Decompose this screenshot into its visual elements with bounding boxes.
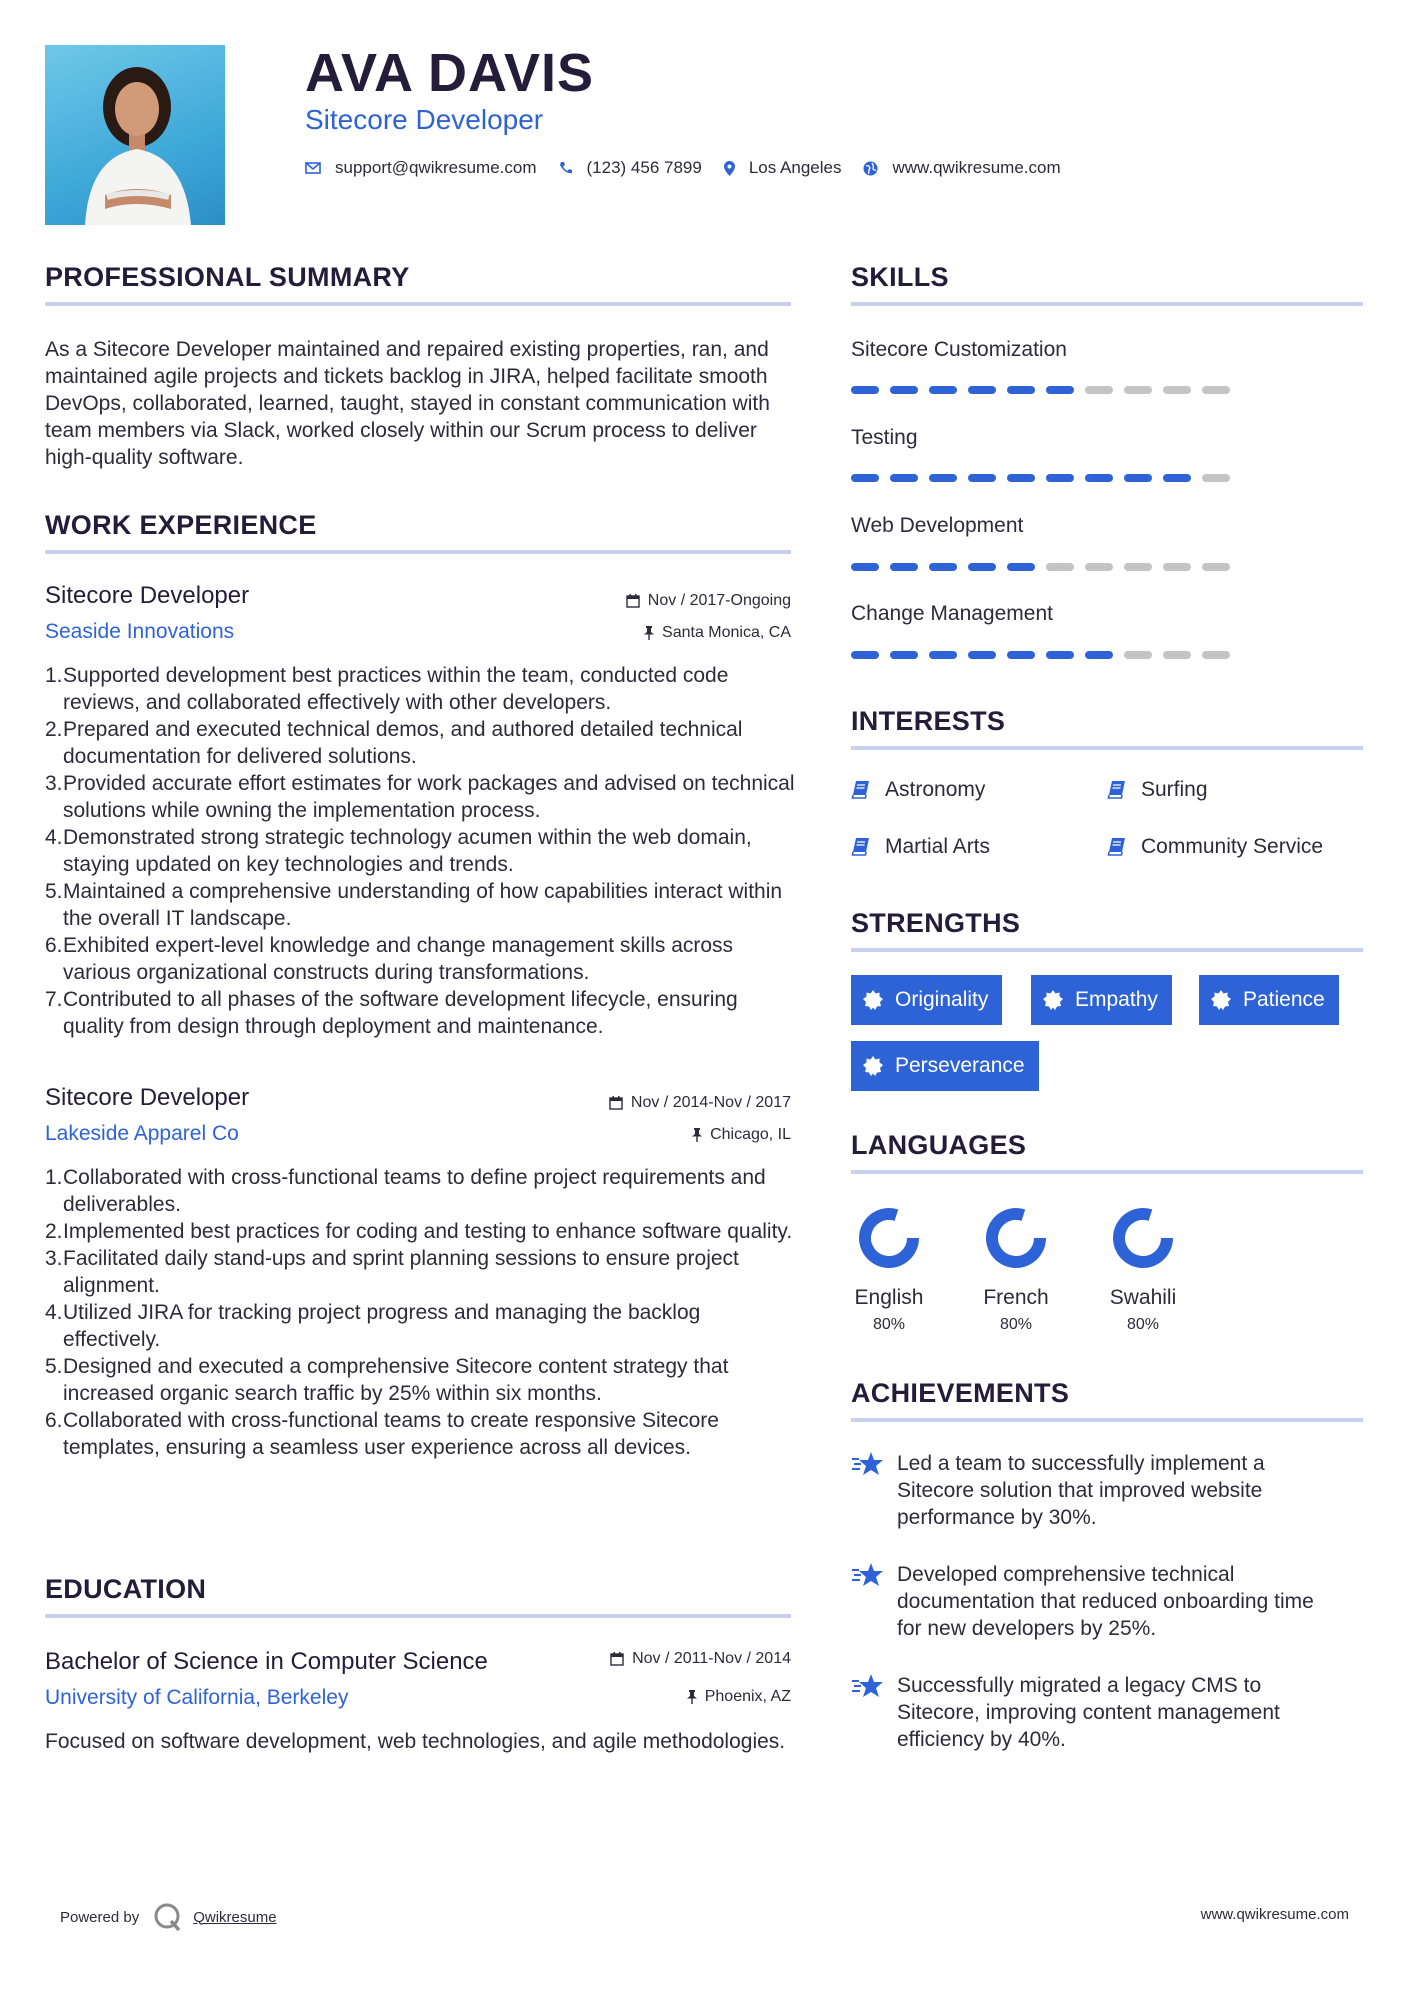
language-progress-ring bbox=[1112, 1207, 1174, 1269]
language-item bbox=[839, 1207, 939, 1334]
skill-dot-filled bbox=[851, 474, 879, 482]
skill-dot-filled bbox=[890, 474, 918, 482]
skill-name: Sitecore Customization bbox=[851, 338, 1067, 361]
skill-name: Testing bbox=[851, 426, 918, 449]
list-item: 5. Maintained a comprehensive understanding of how capabilities interact within the overall IT landscape. bbox=[45, 880, 783, 930]
badge-seal-icon bbox=[863, 990, 883, 1010]
strength-badge: Perseverance bbox=[851, 1041, 1039, 1091]
book-icon bbox=[1107, 780, 1127, 800]
education-description: Focused on software development, web technologies, and agile methodologies. bbox=[45, 1730, 786, 1753]
skill-dot-empty bbox=[1124, 386, 1152, 394]
pushpin-icon bbox=[644, 626, 654, 640]
language-percent: 80% bbox=[999, 1316, 1033, 1333]
footer-powered-by bbox=[60, 1900, 277, 1934]
interests-heading: INTERESTS bbox=[851, 706, 1006, 736]
skill-rating bbox=[851, 651, 1241, 659]
list-item: 3. Facilitated daily stand-ups and sprint planning sessions to ensure project alignment. bbox=[45, 1247, 739, 1297]
language-progress-ring bbox=[858, 1207, 920, 1269]
list-item: 7. Contributed to all phases of the software development lifecycle, ensuring quality from design through deployment and maintenance. bbox=[45, 988, 738, 1038]
achievement-item: Led a team to successfully implement a Sitecore solution that improved website performance by 30%. bbox=[851, 1450, 1337, 1531]
skill-dot-empty bbox=[1085, 386, 1113, 394]
email-text: support@qwikresume.com bbox=[335, 158, 537, 177]
skill-dot-empty bbox=[1202, 474, 1230, 482]
language-percent: 80% bbox=[1126, 1316, 1160, 1333]
job-date bbox=[626, 592, 791, 610]
contact-email[interactable] bbox=[305, 158, 537, 178]
skill-dot-filled bbox=[1046, 651, 1074, 659]
website-text: www.qwikresume.com bbox=[892, 158, 1061, 177]
achievements-divider bbox=[851, 1418, 1363, 1422]
skill-dot-filled bbox=[968, 563, 996, 571]
strength-badge: Patience bbox=[1199, 975, 1339, 1025]
list-item: 4. Utilized JIRA for tracking project progress and managing the backlog effectively. bbox=[45, 1301, 701, 1351]
list-item: 1. Collaborated with cross-functional teams to define project requirements and deliverables. bbox=[45, 1166, 766, 1216]
skill-dot-filled bbox=[890, 563, 918, 571]
skill-dot-filled bbox=[890, 651, 918, 659]
calendar-icon bbox=[610, 1652, 624, 1666]
list-item: 2. Implemented best practices for coding and testing to enhance software quality. bbox=[45, 1220, 793, 1243]
skill-dot-filled bbox=[929, 474, 957, 482]
badge-seal-icon bbox=[1043, 990, 1063, 1010]
skill-dot-filled bbox=[968, 651, 996, 659]
languages-heading: LANGUAGES bbox=[851, 1130, 1027, 1160]
contact-location bbox=[724, 158, 842, 178]
skill-name: Change Management bbox=[851, 602, 1053, 625]
skill-dot-empty bbox=[1163, 563, 1191, 571]
skill-dot-empty bbox=[1202, 651, 1230, 659]
job-company: Lakeside Apparel Co bbox=[45, 1122, 239, 1145]
skill-dot-filled bbox=[1124, 474, 1152, 482]
interest-item: Martial Arts bbox=[851, 835, 990, 859]
job-location bbox=[692, 1126, 791, 1144]
education-location-text: Phoenix, AZ bbox=[704, 1688, 791, 1705]
interest-item: Community Service bbox=[1107, 835, 1323, 859]
phone-text: (123) 456 7899 bbox=[586, 158, 702, 177]
skill-dot-filled bbox=[929, 651, 957, 659]
education-heading: EDUCATION bbox=[45, 1574, 207, 1604]
summary-heading: PROFESSIONAL SUMMARY bbox=[45, 262, 410, 292]
globe-icon bbox=[863, 161, 878, 176]
job-date-text: Nov / 2014-Nov / 2017 bbox=[630, 1094, 791, 1111]
skill-rating bbox=[851, 474, 1241, 482]
strengths-heading: STRENGTHS bbox=[851, 908, 1021, 938]
skill-dot-empty bbox=[1124, 651, 1152, 659]
brand-link[interactable]: Qwikresume bbox=[193, 1908, 277, 1926]
candidate-role: Sitecore Developer bbox=[305, 104, 544, 135]
job-location-text: Santa Monica, CA bbox=[662, 624, 791, 641]
education-location bbox=[687, 1688, 791, 1706]
education-divider bbox=[45, 1614, 791, 1618]
education-date-text: Nov / 2011-Nov / 2014 bbox=[632, 1650, 791, 1667]
skill-dot-empty bbox=[1163, 386, 1191, 394]
achievement-item: Developed comprehensive technical documentation that reduced onboarding time for new developers by 25%. bbox=[851, 1561, 1337, 1642]
skill-dot-filled bbox=[851, 386, 879, 394]
summary-divider bbox=[45, 302, 791, 306]
skill-dot-filled bbox=[929, 386, 957, 394]
list-item: 3. Provided accurate effort estimates for work packages and advised on technical solutions while owning the implementation process. bbox=[45, 772, 795, 822]
footer-website[interactable]: www.qwikresume.com bbox=[1200, 1906, 1349, 1923]
job-bullets bbox=[45, 662, 795, 1040]
skill-dot-filled bbox=[968, 386, 996, 394]
shooting-star-icon bbox=[851, 1561, 885, 1589]
language-item bbox=[966, 1207, 1066, 1334]
language-item bbox=[1093, 1207, 1193, 1334]
skill-dot-filled bbox=[1163, 474, 1191, 482]
interest-item: Surfing bbox=[1107, 778, 1208, 802]
experience-heading: WORK EXPERIENCE bbox=[45, 510, 317, 540]
experience-divider bbox=[45, 550, 791, 554]
qwikresume-logo-icon bbox=[151, 1900, 185, 1934]
list-item: 1. Supported development best practices within the team, conducted code reviews, and collaborated effectively with other developers. bbox=[45, 664, 729, 714]
skill-dot-empty bbox=[1085, 563, 1113, 571]
interest-item: Astronomy bbox=[851, 778, 985, 802]
skill-dot-filled bbox=[1007, 386, 1035, 394]
skill-dot-empty bbox=[1163, 651, 1191, 659]
list-item: 2. Prepared and executed technical demos, and authored detailed technical documentation for delivered solutions. bbox=[45, 718, 743, 768]
interests-divider bbox=[851, 746, 1363, 750]
job-location bbox=[644, 624, 791, 642]
skill-rating bbox=[851, 563, 1241, 571]
skill-dot-filled bbox=[1046, 474, 1074, 482]
candidate-name: AVA DAVIS bbox=[305, 43, 595, 103]
list-item: 4. Demonstrated strong strategic technology acumen within the web domain, staying updated on key technologies and trends. bbox=[45, 826, 752, 876]
calendar-icon bbox=[609, 1096, 623, 1110]
pushpin-icon bbox=[692, 1128, 702, 1142]
language-progress-ring bbox=[985, 1207, 1047, 1269]
phone-icon bbox=[559, 161, 573, 175]
list-item: 5. Designed and executed a comprehensive Sitecore content strategy that increased organic search traffic by 25% within six months. bbox=[45, 1355, 729, 1405]
language-percent: 80% bbox=[872, 1316, 906, 1333]
shooting-star-icon bbox=[851, 1450, 885, 1478]
skills-heading: SKILLS bbox=[851, 262, 949, 292]
achievement-item: Successfully migrated a legacy CMS to Sitecore, improving content management efficiency by 40%. bbox=[851, 1672, 1337, 1753]
calendar-icon bbox=[626, 594, 640, 608]
skill-dot-filled bbox=[851, 651, 879, 659]
skill-dot-filled bbox=[890, 386, 918, 394]
degree-title: Bachelor of Science in Computer Science bbox=[45, 1648, 488, 1675]
skill-dot-filled bbox=[1007, 474, 1035, 482]
shooting-star-icon bbox=[851, 1672, 885, 1700]
skill-dot-filled bbox=[1046, 386, 1074, 394]
list-item: 6. Exhibited expert-level knowledge and change management skills across various organizational constructs during transformations. bbox=[45, 934, 734, 984]
badge-seal-icon bbox=[863, 1056, 883, 1076]
map-pin-icon bbox=[724, 161, 735, 176]
school-name: University of California, Berkeley bbox=[45, 1686, 349, 1709]
badge-seal-icon bbox=[1211, 990, 1231, 1010]
contact-phone[interactable] bbox=[559, 158, 702, 178]
powered-by-text: Powered by bbox=[60, 1908, 140, 1926]
skill-dot-filled bbox=[1085, 651, 1113, 659]
job-title: Sitecore Developer bbox=[45, 582, 250, 609]
job-company: Seaside Innovations bbox=[45, 620, 235, 643]
skill-dot-empty bbox=[1202, 563, 1230, 571]
achievements-heading: ACHIEVEMENTS bbox=[851, 1378, 1070, 1408]
languages-divider bbox=[851, 1170, 1363, 1174]
job-date-text: Nov / 2017-Ongoing bbox=[647, 592, 791, 609]
skill-dot-filled bbox=[968, 474, 996, 482]
envelope-icon bbox=[305, 162, 321, 174]
book-icon bbox=[1107, 837, 1127, 857]
job-date bbox=[609, 1094, 791, 1112]
book-icon bbox=[851, 837, 871, 857]
skill-dot-filled bbox=[1007, 563, 1035, 571]
education-date bbox=[610, 1650, 791, 1668]
language-name: English bbox=[854, 1286, 924, 1309]
skills-divider bbox=[851, 302, 1363, 306]
language-name: Swahili bbox=[1109, 1286, 1177, 1309]
summary-text: As a Sitecore Developer maintained and repaired existing properties, ran, and maintained agile projects and tickets backlog in JIRA, helped facilitate smooth DevOps, collaborated, learned, taught, stayed in constant communication with team members via Slack, worked closely within our Scrum process to deliver high-quality software. bbox=[45, 338, 770, 469]
pushpin-icon bbox=[687, 1690, 697, 1704]
skill-name: Web Development bbox=[851, 514, 1024, 537]
skill-dot-empty bbox=[1046, 563, 1074, 571]
strength-badge: Empathy bbox=[1031, 975, 1172, 1025]
contact-bar bbox=[305, 158, 1083, 178]
strength-badge: Originality bbox=[851, 975, 1002, 1025]
skill-rating bbox=[851, 386, 1241, 394]
skill-dot-empty bbox=[1124, 563, 1152, 571]
job-title: Sitecore Developer bbox=[45, 1084, 250, 1111]
skill-dot-filled bbox=[929, 563, 957, 571]
skill-dot-empty bbox=[1202, 386, 1230, 394]
job-location-text: Chicago, IL bbox=[710, 1126, 791, 1143]
skill-dot-filled bbox=[1085, 474, 1113, 482]
job-bullets bbox=[45, 1164, 795, 1461]
strengths-divider bbox=[851, 948, 1363, 952]
skill-dot-filled bbox=[851, 563, 879, 571]
contact-website[interactable] bbox=[863, 158, 1060, 178]
skill-dot-filled bbox=[1007, 651, 1035, 659]
profile-photo bbox=[45, 45, 225, 225]
book-icon bbox=[851, 780, 871, 800]
language-name: French bbox=[983, 1286, 1049, 1309]
list-item: 6. Collaborated with cross-functional teams to create responsive Sitecore templates, ensuring a seamless user experience across all devices. bbox=[45, 1409, 719, 1459]
location-text: Los Angeles bbox=[748, 158, 842, 177]
